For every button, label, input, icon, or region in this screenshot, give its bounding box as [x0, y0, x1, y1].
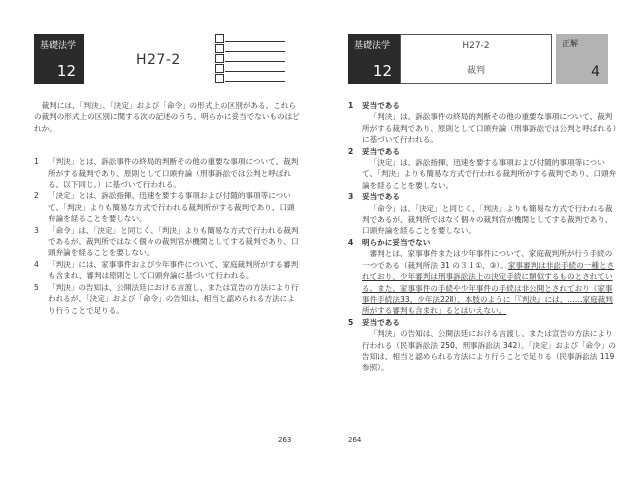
- category-label: 基礎法学: [354, 41, 391, 51]
- checkbox[interactable]: [215, 44, 224, 53]
- explanation-body: [362, 248, 618, 316]
- checkbox[interactable]: [215, 34, 224, 43]
- category-block: [34, 34, 84, 84]
- question-id: H27-2: [136, 52, 181, 68]
- answer-label: 正解: [562, 39, 578, 48]
- explanation-verdict: 妥当である: [362, 192, 400, 202]
- question-id: H27-2: [462, 41, 490, 51]
- explanation-verdict: 妥当である: [362, 317, 400, 327]
- check-row: [215, 64, 285, 73]
- question-number: 12: [56, 62, 76, 80]
- option-text: 「判決」には、家事事件および少年事件について、家庭裁判所がする審判も含まれ、審判は原則として口頭弁論に基づいて行われる。: [48, 259, 299, 281]
- question-number: 12: [372, 62, 392, 80]
- explanation-number: 4: [348, 237, 354, 247]
- option-item: [34, 156, 300, 190]
- subject-label: 裁判: [466, 66, 485, 76]
- explanation-heading: [348, 317, 618, 328]
- explanation-number: 1: [348, 101, 354, 110]
- option-item: [34, 259, 300, 282]
- question-intro: 裁判には、「判決」、「決定」および「命令」の形式上の区別がある。これらの裁判の形式上の区別に関する次の記述のうち、明らかに妥当でないものはどれか。: [34, 101, 300, 133]
- explanation-verdict: 妥当である: [362, 101, 400, 110]
- question-info-box: [400, 34, 552, 84]
- check-line: [225, 51, 285, 52]
- question-body: [34, 100, 300, 316]
- option-number: 4: [34, 259, 39, 269]
- explanation-body: 「命令」は、「決定」と同じく、「判決」よりも簡易な方式で行われる裁判であるが、裁判所ではなく個々の裁判官が機関としてする裁判であり、口頭弁論を経ることを要しない。: [362, 203, 613, 236]
- option-text: 「決定」とは、訴訟指揮、迅速を要する事項および付随的事項等について、「判決」よりも簡易な方式で行われる裁判所がする裁判であり、口頭弁論を経ることを要しない。: [48, 191, 295, 224]
- explanation-body: 「決定」は、訴訟指揮、迅速を要する事項および付随的事項等について、「判決」よりも簡易な方式で行われる裁判所がする裁判であり、口頭弁論を経ることを要しない。: [362, 158, 617, 190]
- check-line: [225, 41, 285, 42]
- page-number: 263: [278, 436, 292, 444]
- category-block: [348, 34, 400, 84]
- option-number: 1: [34, 157, 39, 167]
- option-number: 5: [34, 282, 39, 292]
- checkbox[interactable]: [215, 54, 224, 63]
- category-label: 基礎法学: [40, 41, 77, 51]
- option-number: 3: [34, 225, 39, 235]
- explanation-number: 5: [348, 317, 354, 327]
- explanation-number: 3: [348, 192, 354, 202]
- explanation-body: 「判決」は、訴訟事件の終局的判断その他の重要な事項について、裁判所がする裁判であり、原則として口頭弁論（刑事訴訟では公判と呼ばれる）に基づいて行われる。: [362, 112, 617, 145]
- checkbox[interactable]: [215, 74, 224, 83]
- checkbox[interactable]: [215, 64, 224, 73]
- check-row: [215, 54, 285, 63]
- option-item: [34, 225, 300, 259]
- explanation-text: 審判とは、家事事件または少年事件について、家庭裁判所が行う手続の一つである（裁判所法 31 の３１①、③）。: [362, 249, 613, 270]
- option-list: [34, 156, 300, 316]
- explanation-list: [348, 100, 618, 374]
- explanation-heading: [348, 191, 618, 202]
- explanation-body: 「判決」の告知は、公開法廷における言渡し、または宣告の方法により行われる（民事訴訟法 250、刑事訴訟法 342）。「決定」および「命令」の告知は、相当と認められる方法により行うことで足りる（民事訴訟法 119 参照）。: [362, 329, 617, 373]
- check-row: [215, 34, 285, 43]
- review-checkboxes: [215, 34, 285, 84]
- explanation-heading: [348, 100, 618, 111]
- answer-box: [556, 34, 608, 84]
- answer-value: 4: [591, 64, 600, 80]
- check-line: [225, 81, 285, 82]
- explanation-heading: [348, 146, 618, 157]
- right-page: [320, 0, 640, 480]
- explanation-verdict: 妥当である: [362, 146, 400, 156]
- check-row: [215, 74, 285, 83]
- page-number: 264: [348, 436, 362, 444]
- explanation-verdict: 明らかに妥当でない: [362, 237, 431, 247]
- check-line: [225, 71, 285, 72]
- check-line: [225, 61, 285, 62]
- check-row: [215, 44, 285, 53]
- option-text: 「判決」の告知は、公開法廷における言渡し、または宣告の方法により行われるが、「決定」および「命令」の告知は、相当と認められる方法により行うことで足りる。: [48, 282, 299, 315]
- explanation-underlined-text: 家事審判は非訟手続の一種とされており、少年審判は刑事訴訟法上の決定手続に類似するものとされている。また、家事事件の手続や少年事件の手続は非公開とされており（家事事件手続法33、少年法22Ⅱ）、本肢のように「『判決』には、……家庭裁判所がする審判も含まれ」るとはいえない。: [362, 260, 615, 316]
- option-number: 2: [34, 191, 39, 201]
- explanation-heading: [348, 237, 618, 248]
- option-item: [34, 282, 300, 316]
- option-item: [34, 190, 300, 224]
- option-text: 「命令」は、「決定」と同じく、「判決」よりも簡易な方式で行われる裁判であるが、裁判所ではなく個々の裁判官が機関としてする裁判であり、口頭弁論を経ることを要しない。: [48, 225, 299, 258]
- explanation-number: 2: [348, 146, 354, 156]
- option-text: 「判決」とは、訴訟事件の終局的判断その他の重要な事項について、裁判所がする裁判であり、原則として口頭弁論（刑事訴訟では公判と呼ばれる。以下同じ。）に基づいて行われる。: [48, 157, 299, 190]
